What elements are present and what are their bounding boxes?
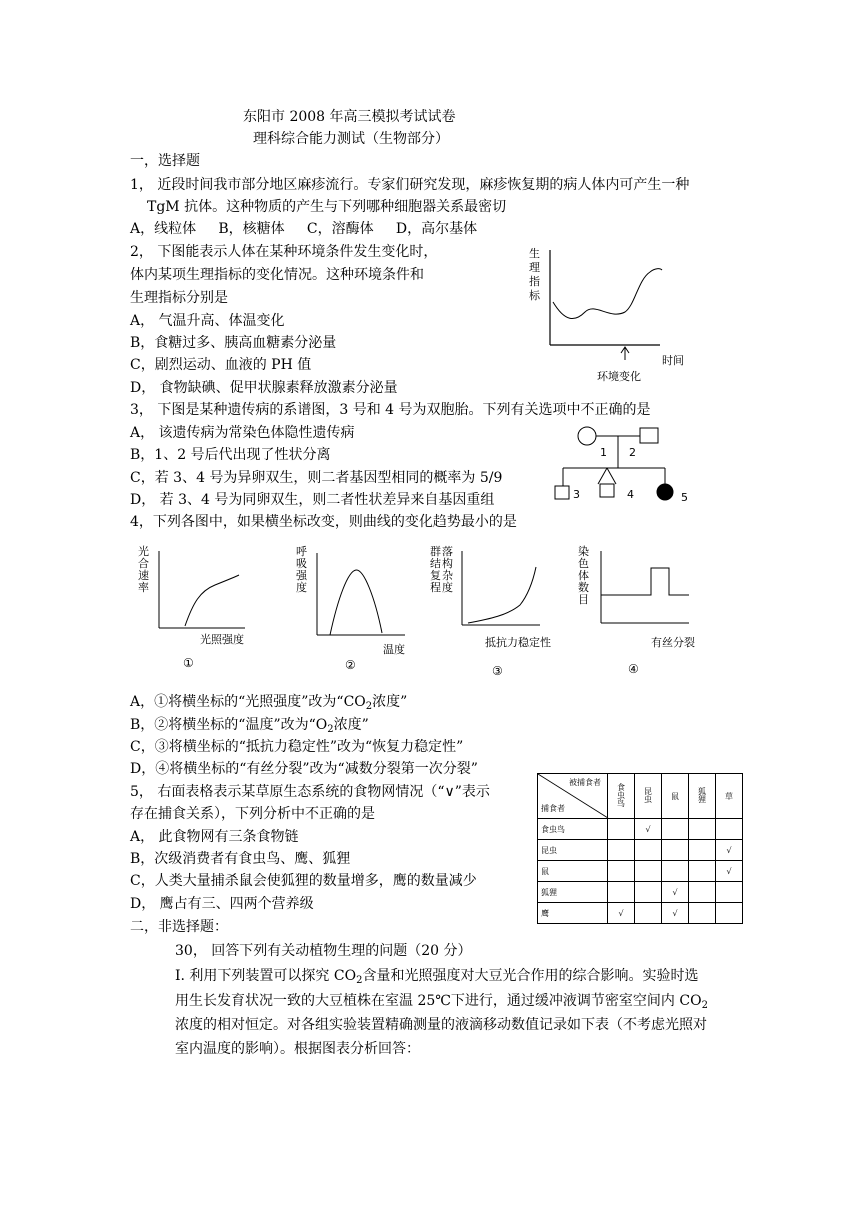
q2-line1: 2， 下图能表示人体在某种环境条件发生变化时， — [130, 244, 438, 260]
table-cell — [689, 861, 716, 882]
q30-para-line3: 浓度的相对恒定。对各组实验装置精确测量的液滴移动数值记录如下表（不考虑光照对 — [175, 1017, 707, 1033]
q4-g3-ylabel-4: 构 — [442, 557, 453, 570]
pedigree-label-5: 5 — [681, 491, 688, 504]
q4-g4-ylabel-2: 色 — [578, 557, 589, 570]
q4-g3-curve — [468, 567, 536, 623]
pedigree-male-4 — [600, 484, 614, 497]
table-corner — [538, 774, 608, 819]
table-cell — [689, 903, 716, 924]
table-cell — [662, 840, 689, 861]
q4-g1-number: ① — [183, 656, 194, 670]
table-col-header: 草 — [716, 774, 743, 819]
q4-g2-ylabel-4: 度 — [296, 581, 307, 594]
table-row-header: 鼠 — [538, 861, 608, 882]
q4-g4-ylabel-1: 染 — [578, 545, 589, 558]
table-cell — [635, 861, 662, 882]
q4-g4-curve — [601, 568, 689, 595]
q4-option-d: D，④将横坐标的“有丝分裂”改为“减数分裂第一次分裂” — [130, 761, 478, 777]
table-row — [538, 903, 743, 924]
q30-para-line4: 室内温度的影响）。根据图表分析回答： — [175, 1041, 420, 1057]
q4-g3-xlabel: 抵抗力稳定性 — [485, 636, 551, 649]
section-heading-nonchoice: 二，非选择题： — [130, 919, 228, 935]
table-row-header: 鹰 — [538, 903, 608, 924]
q2-ylabel-3: 指 — [529, 275, 540, 288]
table-row-header: 昆虫 — [538, 840, 608, 861]
table-col-header: 鼠 — [662, 774, 689, 819]
q4-g2-ylabel-3: 强 — [296, 569, 307, 582]
q2-ylabel-1: 生 — [529, 247, 540, 260]
table-row — [538, 861, 743, 882]
table-row-header: 狐狸 — [538, 882, 608, 903]
q4-g2-number: ② — [345, 658, 356, 672]
q4-g3-number: ③ — [492, 664, 503, 678]
q2-option-b: B，食糖过多、胰高血糖素分泌量 — [130, 335, 337, 351]
q30-para-line1: I. 利用下列装置可以探究 $CO_2$含量和光照强度对大豆光合作用的综合影响。实验时选 — [175, 968, 699, 986]
table-corner-bottom: 捕食者 — [541, 804, 565, 813]
pedigree-chart — [555, 420, 705, 510]
section-heading-choice: 一，选择题 — [130, 153, 200, 169]
q4-option-b: B，②将横坐标的“温度”改为“$O_2$浓度” — [130, 717, 369, 735]
q4-g4-xlabel: 有丝分裂 — [651, 636, 695, 649]
q2-ylabel-4: 标 — [529, 289, 540, 302]
table-cell — [716, 882, 743, 903]
q5-option-c: C，人类大量捕杀鼠会使狐狸的数量增多，鹰的数量减少 — [130, 873, 477, 889]
table-cell — [635, 882, 662, 903]
table-col-header: 食虫鸟 — [608, 774, 635, 819]
table-cell — [716, 903, 743, 924]
exam-subtitle: 理科综合能力测试（生物部分） — [253, 131, 449, 147]
q4-g3-ylabel-7: 程 — [430, 581, 441, 594]
q2-curve — [553, 269, 662, 319]
q4-g3-ylabel-6: 杂 — [442, 569, 453, 582]
q5-option-b: B，次级消费者有食虫鸟、鹰、狐狸 — [130, 851, 351, 867]
table-cell — [689, 819, 716, 840]
table-cell — [608, 861, 635, 882]
q4-g1-ylabel-2: 合 — [138, 557, 149, 570]
q4-g3-ylabel-1: 群 — [430, 545, 441, 558]
q4-option-a: A，①将横坐标的“光照强度”改为“$CO_2$浓度” — [130, 694, 408, 712]
pedigree-label-1: 1 — [600, 446, 607, 459]
pedigree-label-4: 4 — [627, 488, 634, 501]
q4-g3-ylabel-2: 落 — [442, 545, 453, 558]
table-cell — [689, 840, 716, 861]
q4-g4-number: ④ — [628, 662, 639, 676]
table-cell: √ — [635, 819, 662, 840]
q2-xlabel: 时间 — [662, 354, 684, 367]
q5-line1: 5， 右面表格表示某草原生态系统的食物网情况（“∨”表示 — [130, 784, 490, 800]
q4-g1-ylabel-4: 率 — [138, 581, 149, 594]
q3-option-c: C，若 3、4 号为异卵双生，则二者基因型相同的概率为 5/9 — [130, 470, 503, 486]
table-cell: √ — [608, 903, 635, 924]
table-row — [538, 819, 743, 840]
q2-option-d: D， 食物缺碘、促甲状腺素释放激素分泌量 — [130, 380, 398, 396]
table-cell — [689, 882, 716, 903]
q1-line2: TgM 抗体。这种物质的产生与下列哪种细胞器关系最密切 — [147, 199, 507, 215]
table-cell — [608, 819, 635, 840]
q4-g4-ylabel-3: 体 — [578, 569, 589, 582]
table-row — [538, 840, 743, 861]
table-cell: √ — [662, 903, 689, 924]
q1-options: A，线粒体 B，核糖体 C，溶酶体 D，高尔基体 — [130, 221, 478, 237]
pedigree-male-2 — [640, 428, 658, 443]
q30-para-line2: 用生长发育状况一致的大豆植株在室温 25℃下进行，通过缓冲液调节密室空间内 $CO_2$ — [175, 993, 708, 1011]
pedigree-male-3 — [555, 486, 569, 499]
table-row — [538, 882, 743, 903]
q3-option-a: A， 该遗传病为常染色体隐性遗传病 — [130, 425, 355, 441]
table-corner-top: 被捕食者 — [569, 778, 601, 787]
pedigree-twin-line-a — [598, 468, 607, 484]
q4-g2-xlabel: 温度 — [383, 643, 405, 656]
q2-line2: 体内某项生理指标的变化情况。这种环境条件和 — [130, 267, 424, 283]
q4-g1-curve — [185, 575, 239, 626]
q30-title: 30， 回答下列有关动植物生理的问题（20 分） — [175, 943, 472, 959]
table-cell — [608, 840, 635, 861]
q4-g2-curve — [330, 570, 382, 635]
q4-graph-2 — [293, 543, 413, 673]
q3-option-b: B，1、2 号后代出现了性状分离 — [130, 447, 331, 463]
q5-line2: 存在捕食关系），下列分析中不正确的是 — [130, 806, 375, 822]
q4-g3-ylabel-5: 复 — [430, 569, 441, 582]
food-web-table — [537, 773, 743, 924]
table-cell — [662, 861, 689, 882]
table-cell — [662, 819, 689, 840]
q4-g3-ylabel-3: 结 — [430, 557, 441, 570]
table-col-header: 昆虫 — [635, 774, 662, 819]
q3-line1: 3， 下图是某种遗传病的系谱图，3 号和 4 号为双胞胎。下列有关选项中不正确的是 — [130, 402, 651, 418]
pedigree-label-3: 3 — [573, 488, 580, 501]
table-cell — [716, 819, 743, 840]
q3-option-d: D， 若 3、4 号为同卵双生，则二者性状差异来自基因重组 — [130, 492, 495, 508]
q4-g3-ylabel-8: 度 — [442, 581, 453, 594]
q4-g1-ylabel-3: 速 — [138, 569, 149, 582]
q4-g4-ylabel-5: 目 — [578, 593, 589, 606]
table-row-header: 食虫鸟 — [538, 819, 608, 840]
q4-option-c: C，③将横坐标的“抵抗力稳定性”改为“恢复力稳定性” — [130, 739, 464, 755]
pedigree-affected-female-5 — [657, 484, 673, 500]
exam-title: 东阳市 2008 年高三模拟考试试卷 — [243, 109, 456, 125]
table-cell — [608, 882, 635, 903]
table-cell — [635, 903, 662, 924]
pedigree-female-1 — [578, 427, 596, 445]
q4-graph-3 — [430, 543, 570, 678]
q1-line1: 1， 近段时间我市部分地区麻疹流行。专家们研究发现，麻疹恢复期的病人体内可产生一种 — [130, 177, 690, 193]
pedigree-twin-line-b — [607, 468, 616, 484]
table-cell — [635, 840, 662, 861]
q4-line1: 4，下列各图中，如果横坐标改变，则曲线的变化趋势最小的是 — [130, 514, 517, 530]
table-col-header: 狐狸 — [689, 774, 716, 819]
q4-graph-1 — [135, 543, 255, 673]
q4-g4-ylabel-4: 数 — [578, 581, 589, 594]
q4-g2-ylabel-2: 吸 — [296, 557, 307, 570]
table-cell: √ — [716, 840, 743, 861]
table-cell: √ — [662, 882, 689, 903]
q2-graph — [520, 240, 720, 390]
q5-option-a: A， 此食物网有三条食物链 — [130, 829, 299, 845]
q4-g2-ylabel-1: 呼 — [296, 545, 307, 558]
q2-option-c: C，剧烈运动、血液的 PH 值 — [130, 357, 312, 373]
q5-option-d: D， 鹰占有三、四两个营养级 — [130, 896, 314, 912]
q2-option-a: A， 气温升高、体温变化 — [130, 313, 285, 329]
pedigree-label-2: 2 — [629, 446, 636, 459]
q2-line3: 生理指标分别是 — [130, 290, 228, 306]
table-cell: √ — [716, 861, 743, 882]
q2-arrow-label: 环境变化 — [597, 370, 641, 383]
q4-g1-ylabel-1: 光 — [138, 545, 149, 558]
q4-g1-xlabel: 光照强度 — [200, 633, 244, 646]
q2-ylabel-2: 理 — [529, 261, 540, 274]
q4-graph-4 — [577, 543, 717, 678]
